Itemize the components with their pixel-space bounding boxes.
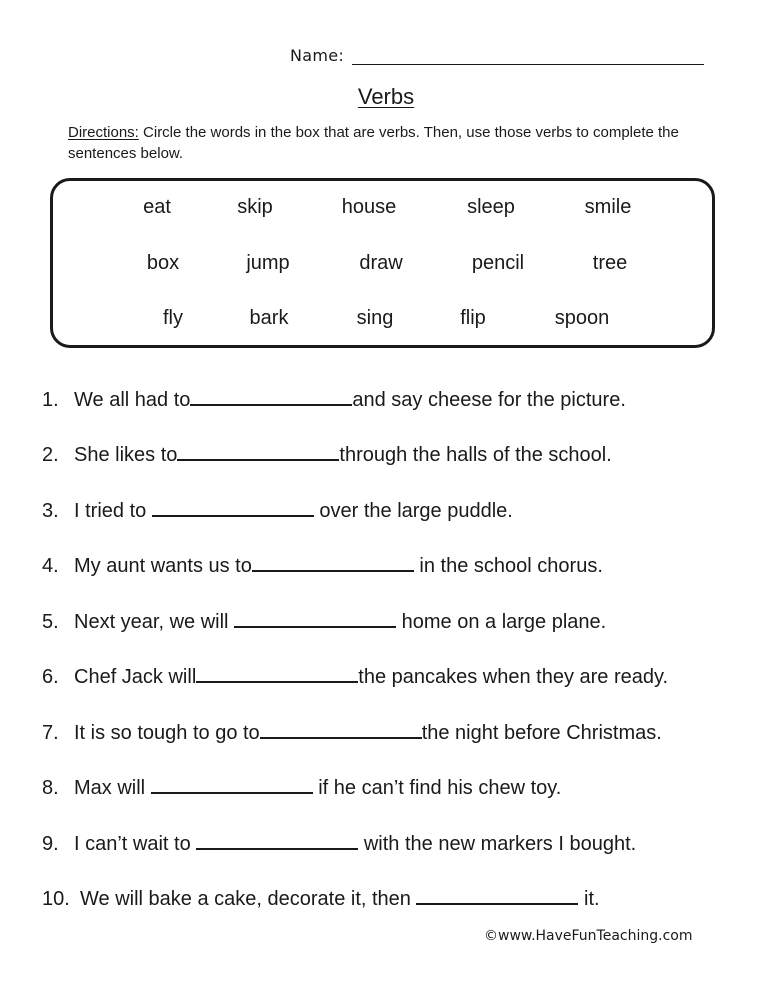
sentence-text-after: with the new markers I bought. [358, 833, 637, 855]
word-box-word[interactable]: tree [592, 252, 628, 274]
name-line[interactable] [352, 46, 704, 65]
word-box-word[interactable]: sing [356, 307, 394, 329]
sentence-number: 4. [42, 555, 59, 577]
copyright-footer: ©www.HaveFunTeaching.com [484, 928, 693, 944]
name-field-row [290, 46, 704, 65]
sentence-number: 7. [42, 722, 59, 744]
sentence-1 [42, 386, 626, 412]
sentence-number: 5. [42, 611, 59, 633]
answer-blank[interactable] [196, 830, 358, 850]
word-box-word[interactable]: house [341, 196, 397, 218]
sentence-text-after: it. [578, 888, 600, 910]
sentence-text-after: through the halls of the school. [339, 444, 612, 466]
sentence-text-before: Next year, we will [74, 611, 235, 633]
sentence-4 [42, 552, 603, 578]
sentence-text-after: if he can’t find his chew toy. [312, 777, 562, 799]
word-box [50, 178, 715, 348]
word-box-word[interactable]: fly [163, 307, 183, 329]
page-title [0, 84, 772, 110]
sentence-9 [42, 830, 636, 856]
sentence-5 [42, 608, 606, 634]
answer-blank[interactable] [260, 719, 422, 739]
word-box-word[interactable]: smile [584, 196, 632, 218]
sentence-number: 9. [42, 833, 59, 855]
directions-text: Circle the words in the box that are verbs. Then, use those verbs to complete the sentences below. [68, 124, 679, 162]
sentence-7 [42, 719, 662, 745]
sentence-text-before: We will bake a cake, decorate it, then [80, 888, 417, 910]
answer-blank[interactable] [152, 497, 314, 517]
word-box-word[interactable]: spoon [554, 307, 610, 329]
sentence-text-before: My aunt wants us to [74, 555, 252, 577]
sentence-number: 10. [42, 888, 70, 910]
page-title-text: Verbs [357, 84, 415, 109]
sentence-text-after: the pancakes when they are ready. [358, 666, 669, 688]
word-box-word[interactable]: flip [460, 307, 486, 329]
sentence-number: 6. [42, 666, 59, 688]
sentence-10 [42, 885, 600, 911]
sentence-text-before: Chef Jack will [74, 666, 197, 688]
sentence-text-after: the night before Christmas. [421, 722, 662, 744]
sentence-text-before: It is so tough to go to [74, 722, 260, 744]
sentence-text-after: in the school chorus. [413, 555, 603, 577]
sentence-number: 3. [42, 500, 59, 522]
word-box-word[interactable]: eat [143, 196, 171, 218]
sentence-text-before: We all had to [74, 389, 191, 411]
sentence-number: 1. [42, 389, 59, 411]
answer-blank[interactable] [252, 552, 414, 572]
sentence-text-before: I can’t wait to [74, 833, 197, 855]
sentence-text-after: home on a large plane. [396, 611, 607, 633]
answer-blank[interactable] [177, 441, 339, 461]
word-box-word[interactable]: skip [237, 196, 273, 218]
sentence-number: 2. [42, 444, 59, 466]
sentence-8 [42, 774, 561, 800]
sentence-3 [42, 497, 513, 523]
word-box-word[interactable]: jump [246, 252, 290, 274]
word-box-word[interactable]: bark [249, 307, 289, 329]
answer-blank[interactable] [196, 663, 358, 683]
word-box-word[interactable]: box [146, 252, 180, 274]
answer-blank[interactable] [151, 774, 313, 794]
answer-blank[interactable] [234, 608, 396, 628]
answer-blank[interactable] [190, 386, 352, 406]
sentence-number: 8. [42, 777, 59, 799]
sentence-text-before: I tried to [74, 500, 152, 522]
sentence-text-after: and say cheese for the picture. [352, 389, 626, 411]
answer-blank[interactable] [416, 885, 578, 905]
sentence-2 [42, 441, 612, 467]
sentence-text-before: Max will [74, 777, 151, 799]
directions-label: Directions: [68, 124, 139, 141]
word-box-word[interactable]: draw [359, 252, 403, 274]
sentence-text-after: over the large puddle. [313, 500, 513, 522]
directions [68, 122, 718, 164]
word-box-word[interactable]: sleep [467, 196, 515, 218]
word-box-word[interactable]: pencil [471, 252, 525, 274]
sentence-text-before: She likes to [74, 444, 178, 466]
name-label: Name: [290, 46, 345, 65]
sentence-6 [42, 663, 668, 689]
